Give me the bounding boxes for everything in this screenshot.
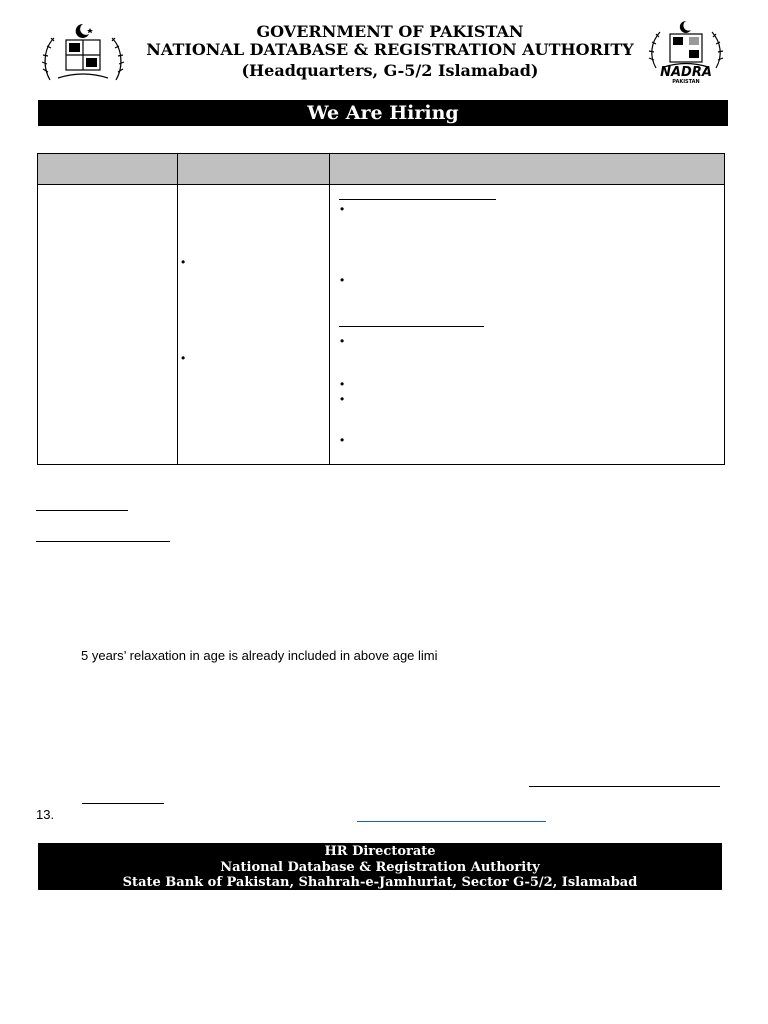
header-location: (Headquarters, G-5/2 Islamabad) (241, 61, 539, 80)
hiring-banner: We Are Hiring (38, 100, 728, 126)
table-header-row (38, 154, 724, 185)
table-column-divider (177, 154, 178, 464)
jobs-table (37, 153, 725, 465)
list-bullet: • (340, 377, 345, 391)
website-link[interactable] (357, 821, 546, 822)
footer-contact-box (38, 843, 722, 890)
nadra-logo-subtext: PAKISTAN (672, 79, 700, 85)
list-bullet: • (340, 273, 345, 287)
header-government-title: GOVERNMENT OF PAKISTAN (256, 22, 524, 41)
footer-address: State Bank of Pakistan, Shahrah-e-Jamhuriat, Sector G-5/2, Islamabad (122, 875, 638, 890)
footer-authority: National Database & Registration Authority (220, 859, 540, 875)
list-bullet: • (340, 433, 345, 447)
list-bullet: • (340, 334, 345, 348)
text-underline (82, 803, 164, 804)
nadra-logo-icon (646, 20, 726, 88)
section-heading-underline (339, 326, 484, 327)
pakistan-emblem-icon (40, 22, 126, 84)
list-bullet: • (340, 392, 345, 406)
list-number: 13. (36, 807, 55, 822)
table-column-divider (329, 154, 330, 464)
nadra-logo-text: NADRA (660, 65, 712, 80)
age-relaxation-note: 5 years’ relaxation in age is already included in above age limi (81, 648, 438, 663)
list-bullet: • (181, 351, 186, 365)
section-heading-underline (339, 199, 496, 200)
text-underline (529, 786, 720, 787)
header-authority-title: NATIONAL DATABASE & REGISTRATION AUTHORITY (146, 40, 634, 59)
instructions-heading-underline (36, 541, 170, 542)
footer-department: HR Directorate (324, 844, 436, 859)
list-bullet: • (181, 255, 186, 269)
notes-heading-underline (36, 510, 128, 511)
list-bullet: • (340, 202, 345, 216)
